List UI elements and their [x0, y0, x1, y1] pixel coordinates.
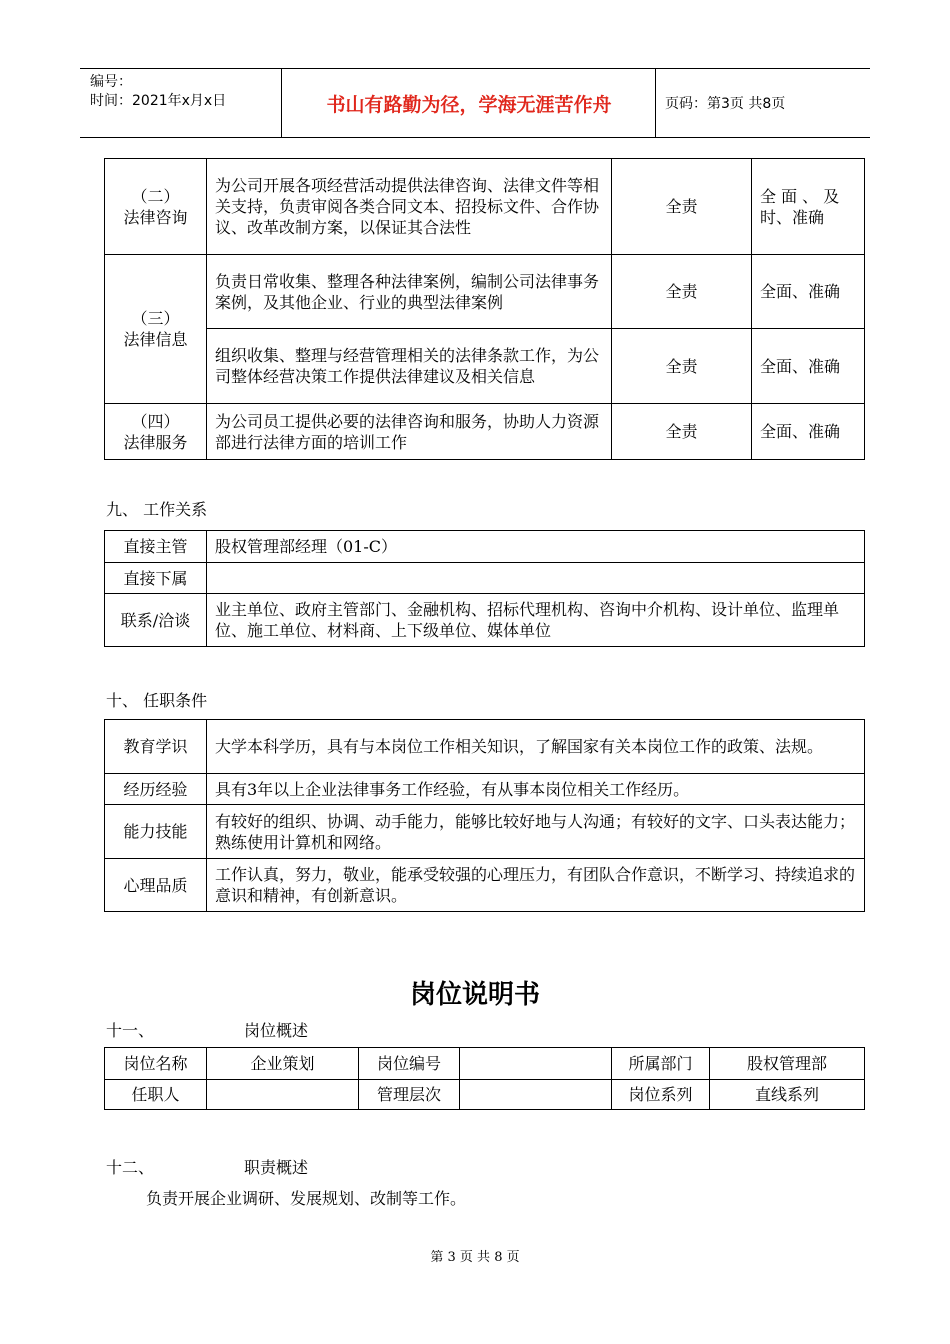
work-relations-table: [104, 530, 865, 647]
header-meta: [80, 69, 282, 137]
row-label: 直接下属: [105, 563, 207, 594]
table-row: [105, 531, 865, 563]
section-title-overview: 岗位概述: [244, 1021, 309, 1040]
table-row: [105, 329, 865, 404]
document-title: 岗位说明书: [409, 980, 540, 1010]
duty-category: （三） 法律信息: [105, 255, 207, 404]
duty-standard: 全面、准确: [752, 255, 865, 329]
section-num-duty-summary: 十二、: [106, 1158, 155, 1177]
duty-standard: 全面、准确: [752, 404, 865, 460]
cell-value: 企业策划: [207, 1048, 359, 1080]
table-row: [105, 404, 865, 460]
row-label: 经历经验: [105, 774, 207, 805]
section-title-duty-summary: 职责概述: [244, 1158, 309, 1177]
table-row: [105, 720, 865, 774]
page-header: [80, 68, 870, 138]
cell-value: 直线系列: [710, 1080, 865, 1110]
duty-responsibility: 全责: [612, 159, 752, 255]
doc-date: 时间：2021年x月x日: [90, 93, 227, 109]
row-value: 大学本科学历，具有与本岗位工作相关知识，了解国家有关本岗位工作的政策、法规。: [207, 720, 865, 774]
table-row: [105, 1048, 865, 1080]
row-value: 具有3年以上企业法律事务工作经验，有从事本岗位相关工作经历。: [207, 774, 865, 805]
cell-value: [207, 1080, 359, 1110]
duties-table: [104, 158, 865, 460]
row-value: 工作认真，努力，敬业，能承受较强的心理压力，有团队合作意识，不断学习、持续追求的意识和精神，有创新意识。: [207, 859, 865, 912]
cell-label: 所属部门: [612, 1048, 710, 1080]
qualifications-table: [104, 719, 865, 912]
section-heading-qualifications: 十、 任职条件: [106, 691, 208, 710]
table-row: [105, 594, 865, 647]
table-row: [105, 774, 865, 805]
table-row: [105, 255, 865, 329]
row-value: [207, 563, 865, 594]
duty-standard: 全 面 、 及时、准确: [752, 159, 865, 255]
table-row: [105, 563, 865, 594]
header-page-info: 页码：第3页 共8页: [665, 96, 786, 112]
duty-content: 为公司开展各项经营活动提供法律咨询、法律文件等相关支持，负责审阅各类合同文本、招投标文件、合作协议、改革改制方案，以保证其合法性: [207, 159, 612, 255]
row-value: 有较好的组织、协调、动手能力，能够比较好地与人沟通；有较好的文字、口头表达能力；熟练使用计算机和网络。: [207, 805, 865, 859]
cell-label: 管理层次: [359, 1080, 460, 1110]
table-row: [105, 805, 865, 859]
doc-number-label: 编号：: [90, 74, 132, 90]
cell-label: 岗位系列: [612, 1080, 710, 1110]
header-motto: 书山有路勤为径，学海无涯苦作舟: [283, 69, 656, 137]
duty-category: （四） 法律服务: [105, 404, 207, 460]
table-row: [105, 159, 865, 255]
section-num-overview: 十一、: [106, 1021, 155, 1040]
duty-responsibility: 全责: [612, 404, 752, 460]
duty-content: 负责日常收集、整理各种法律案例，编制公司法律事务案例，及其他企业、行业的典型法律案例: [207, 255, 612, 329]
row-label: 联系/洽谈: [105, 594, 207, 647]
cell-value: 股权管理部: [710, 1048, 865, 1080]
cell-value: [460, 1080, 612, 1110]
row-label: 教育学识: [105, 720, 207, 774]
table-row: [105, 859, 865, 912]
row-value: 股权管理部经理（01-C）: [207, 531, 865, 563]
duty-content: 为公司员工提供必要的法律咨询和服务，协助人力资源部进行法律方面的培训工作: [207, 404, 612, 460]
duty-summary-body: 负责开展企业调研、发展规划、改制等工作。: [146, 1189, 467, 1208]
row-label: 能力技能: [105, 805, 207, 859]
row-value: 业主单位、政府主管部门、金融机构、招标代理机构、咨询中介机构、设计单位、监理单位、施工单位、材料商、上下级单位、媒体单位: [207, 594, 865, 647]
position-overview-table: [104, 1047, 865, 1110]
row-label: 心理品质: [105, 859, 207, 912]
duty-content: 组织收集、整理与经营管理相关的法律条款工作，为公司整体经营决策工作提供法律建议及相关信息: [207, 329, 612, 404]
duty-responsibility: 全责: [612, 255, 752, 329]
cell-value: [460, 1048, 612, 1080]
cell-label: 任职人: [105, 1080, 207, 1110]
duty-category: （二） 法律咨询: [105, 159, 207, 255]
table-row: [105, 1080, 865, 1110]
duty-standard: 全面、准确: [752, 329, 865, 404]
duty-responsibility: 全责: [612, 329, 752, 404]
cell-label: 岗位编号: [359, 1048, 460, 1080]
section-heading-work-relations: 九、 工作关系: [106, 500, 208, 519]
page-footer: 第 3 页 共 8 页: [430, 1250, 520, 1265]
row-label: 直接主管: [105, 531, 207, 563]
cell-label: 岗位名称: [105, 1048, 207, 1080]
